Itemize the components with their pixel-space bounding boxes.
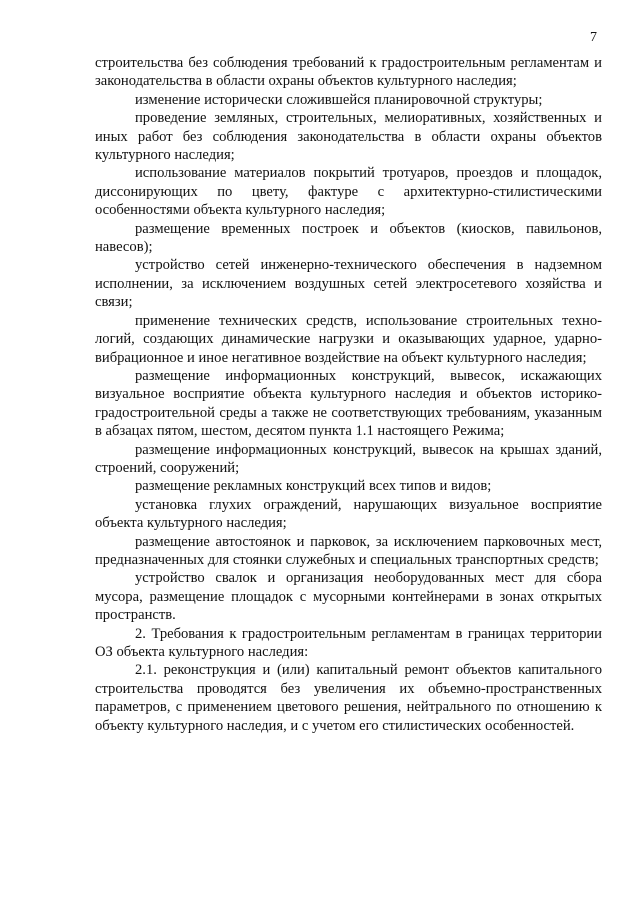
- paragraph: устройство свалок и организация необорудованных мест для сбора мусора, размещение площадок с мусорными контейнерами в зонах открытых пространств.: [95, 570, 602, 624]
- paragraph: размещение информационных конструкций, вывесок на крышах зданий, строений, сооружений;: [95, 441, 602, 476]
- paragraph: использование материалов покрытий тротуаров, проездов и площадок, диссонирующих по цвету, фактуре с архитектурно-стилистическими особенностями объекта культурного наследия;: [95, 165, 602, 219]
- page-number: 7: [590, 30, 597, 45]
- paragraph: строительства без соблюдения требований к градостроительным регламентам и законодательства в области охраны объектов культурного наследия;: [95, 55, 602, 90]
- section-heading-paragraph: 2. Требования к градостроительным регламентам в границах территории ОЗ объекта культурного наследия:: [95, 625, 602, 660]
- paragraph: размещение рекламных конструкций всех типов и видов;: [135, 478, 492, 495]
- paragraph: установка глухих ограждений, нарушающих визуальное восприятие объекта культурного наследия;: [95, 496, 602, 532]
- paragraph: размещение автостоянок и парковок, за исключением парковочных мест, предназначенных для стоянки служебных и специальных транспортных средств;: [95, 533, 602, 568]
- document-body: [95, 54, 602, 735]
- paragraph: 2.1. реконструкция и (или) капитальный ремонт объектов капитального строительства проводятся без увеличения их объемно-пространственных параметров, с применением цветового решения, нейтрального по отношению к объекту культурного наследия, и с учетом его стилистических особенностей.: [95, 662, 602, 734]
- paragraph: изменение исторически сложившейся планировочной структуры;: [135, 91, 543, 108]
- paragraph: устройство сетей инженерно-технического обеспечения в надземном исполнении, за исключением воздушных сетей электросетевого хозяйства и связи;: [95, 257, 602, 311]
- paragraph: проведение земляных, строительных, мелиоративных, хозяйственных и иных работ без соблюдения законодательства в области охраны объектов культурного наследия;: [95, 110, 602, 164]
- paragraph: размещение временных построек и объектов (киосков, павильонов, навесов);: [95, 220, 602, 256]
- paragraph: применение технических средств, использование строительных технологий, создающих динамические нагрузки и оказывающих ударное, ударно-вибрационное и иное негативное воздействие на объект культурного наследия;: [95, 312, 602, 366]
- paragraph: размещение информационных конструкций, вывесок, искажающих визуальное восприятие объекта культурного наследия и объектов историко-градостроительной среды а также не соответствующих требованиям, указанным в абзацах пятом, шестом, десятом пункта 1.1 настоящего Режима;: [95, 367, 602, 440]
